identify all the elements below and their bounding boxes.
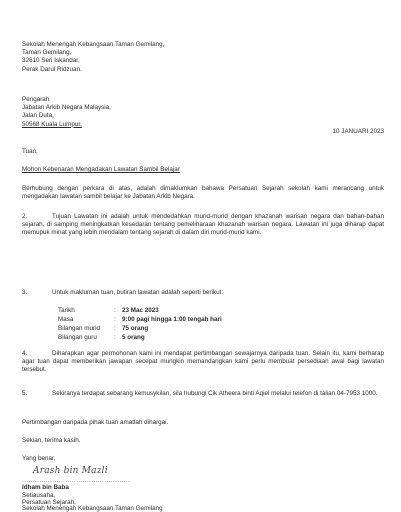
sender-line: Taman Gemilang, [22, 49, 72, 57]
detail-label: Bilangan guru [58, 334, 97, 341]
signer-line: Sekolah Menengah Kebangsaan Taman Gemilang [22, 505, 163, 512]
handwritten-signature: Arash bin Mazli [33, 466, 108, 476]
letter-date: 10 JANUARI 2023 [332, 128, 384, 135]
paragraph-number: 4. [22, 350, 28, 357]
closing-yours: Yang benar, [22, 455, 56, 462]
detail-value: 23 Mac 2023 [122, 307, 159, 314]
detail-value: 9:00 pagi hingga 1:00 tengah hari [122, 316, 222, 323]
subject-line: Mohon Kebenaran Mengadakan Lawatan Sambil Belajar [22, 166, 180, 173]
paragraph-text: Diharapkan agar permohonan kami ini mendapat pertimbangan sewajarnya daripada tuan. Selain itu, kami berharap agar tuan dapat memberikan jawapan secepat mungkin memandangkan kami perlu membuat persediaan awal bagi lawatan tersebut. [22, 350, 384, 374]
paragraph-text: Untuk makluman tuan, butiran lawatan adalah seperti berikut: [52, 289, 224, 296]
paragraph-number: 2. [22, 213, 28, 220]
recipient-line: Jabatan Arkib Negara Malaysia, [22, 104, 111, 112]
recipient-address [22, 96, 384, 129]
signer-block [22, 484, 384, 492]
detail-label: Masa [58, 316, 74, 323]
salutation: Tuan, [22, 148, 38, 155]
recipient-line: Pengarah [22, 96, 50, 103]
signature-dotted-line: .................................................. [22, 478, 131, 484]
paragraph-2 [22, 213, 384, 238]
paragraph-3 [22, 289, 384, 297]
signer-name: Idham bin Baba [22, 484, 69, 491]
detail-row: Masa : 9:00 pagi hingga 1:00 tengah hari [58, 316, 222, 323]
detail-row: Bilangan murid : 75 orang [58, 325, 149, 332]
sender-line: 32610 Seri Iskandar, [22, 57, 80, 65]
detail-label: Bilangan murid [58, 325, 101, 332]
detail-label: Tarikh [58, 307, 75, 314]
detail-value: 5 orang [122, 334, 145, 341]
signer-line: Setiausaha, [22, 492, 56, 499]
paragraph-number: 5. [22, 390, 28, 397]
paragraph-text: Sekiranya terdapat sebarang kemusykilan, sila hubungi Cik Atheera binti Aqiel melalui telefon di talian 04-7953 1000. [52, 390, 378, 397]
detail-row: Tarikh : 23 Mac 2023 [58, 307, 159, 314]
paragraph-5 [22, 390, 384, 398]
visit-details [58, 306, 222, 342]
sender-line: Sekolah Menengah Kebangsaan Taman Gemilang, [22, 41, 165, 48]
signer-line: Persatuan Sejarah, [22, 499, 76, 506]
paragraph-1: Berhubung dengan perkara di atas, adalah dimaklumkan bahawa Persatuan Sejarah sekolah kami merancang untuk mengadakan lawatan sambil belajar ke Jabatan Arkib Negara. [22, 185, 384, 201]
closing-thanks: Sekian, terima kasih. [22, 437, 81, 444]
paragraph-number: 3. [22, 289, 28, 296]
signer-titles-3 [22, 506, 384, 512]
paragraph-text: Tujuan Lawatan ini adalah untuk mendedahkan murid-murid dengan khazanah warisan negara dan bahan-bahan sejarah, di samping meningkatkan kesedaran tentang pemeliharaan khazanah warisan negara. Lawatan ini juga diharap dapat memupuk minat yang lebih mendalam tentang sejarah di dalam diri murid-murid kami. [22, 213, 384, 237]
recipient-postcode-line: 50568 Kuala Lumpur. [22, 120, 82, 128]
recipient-line: Jalan Duta, [22, 112, 54, 120]
closing-appreciation: Pertimbangan daripada pihak tuan amatlah dihargai. [22, 419, 169, 426]
detail-value: 75 orang [122, 325, 149, 332]
signer-titles [22, 492, 384, 500]
sender-line: Perak Darul Ridzuan. [22, 65, 82, 73]
sender-address [22, 41, 384, 74]
detail-row: Bilangan guru : 5 orang [58, 334, 145, 341]
paragraph-4 [22, 350, 384, 375]
